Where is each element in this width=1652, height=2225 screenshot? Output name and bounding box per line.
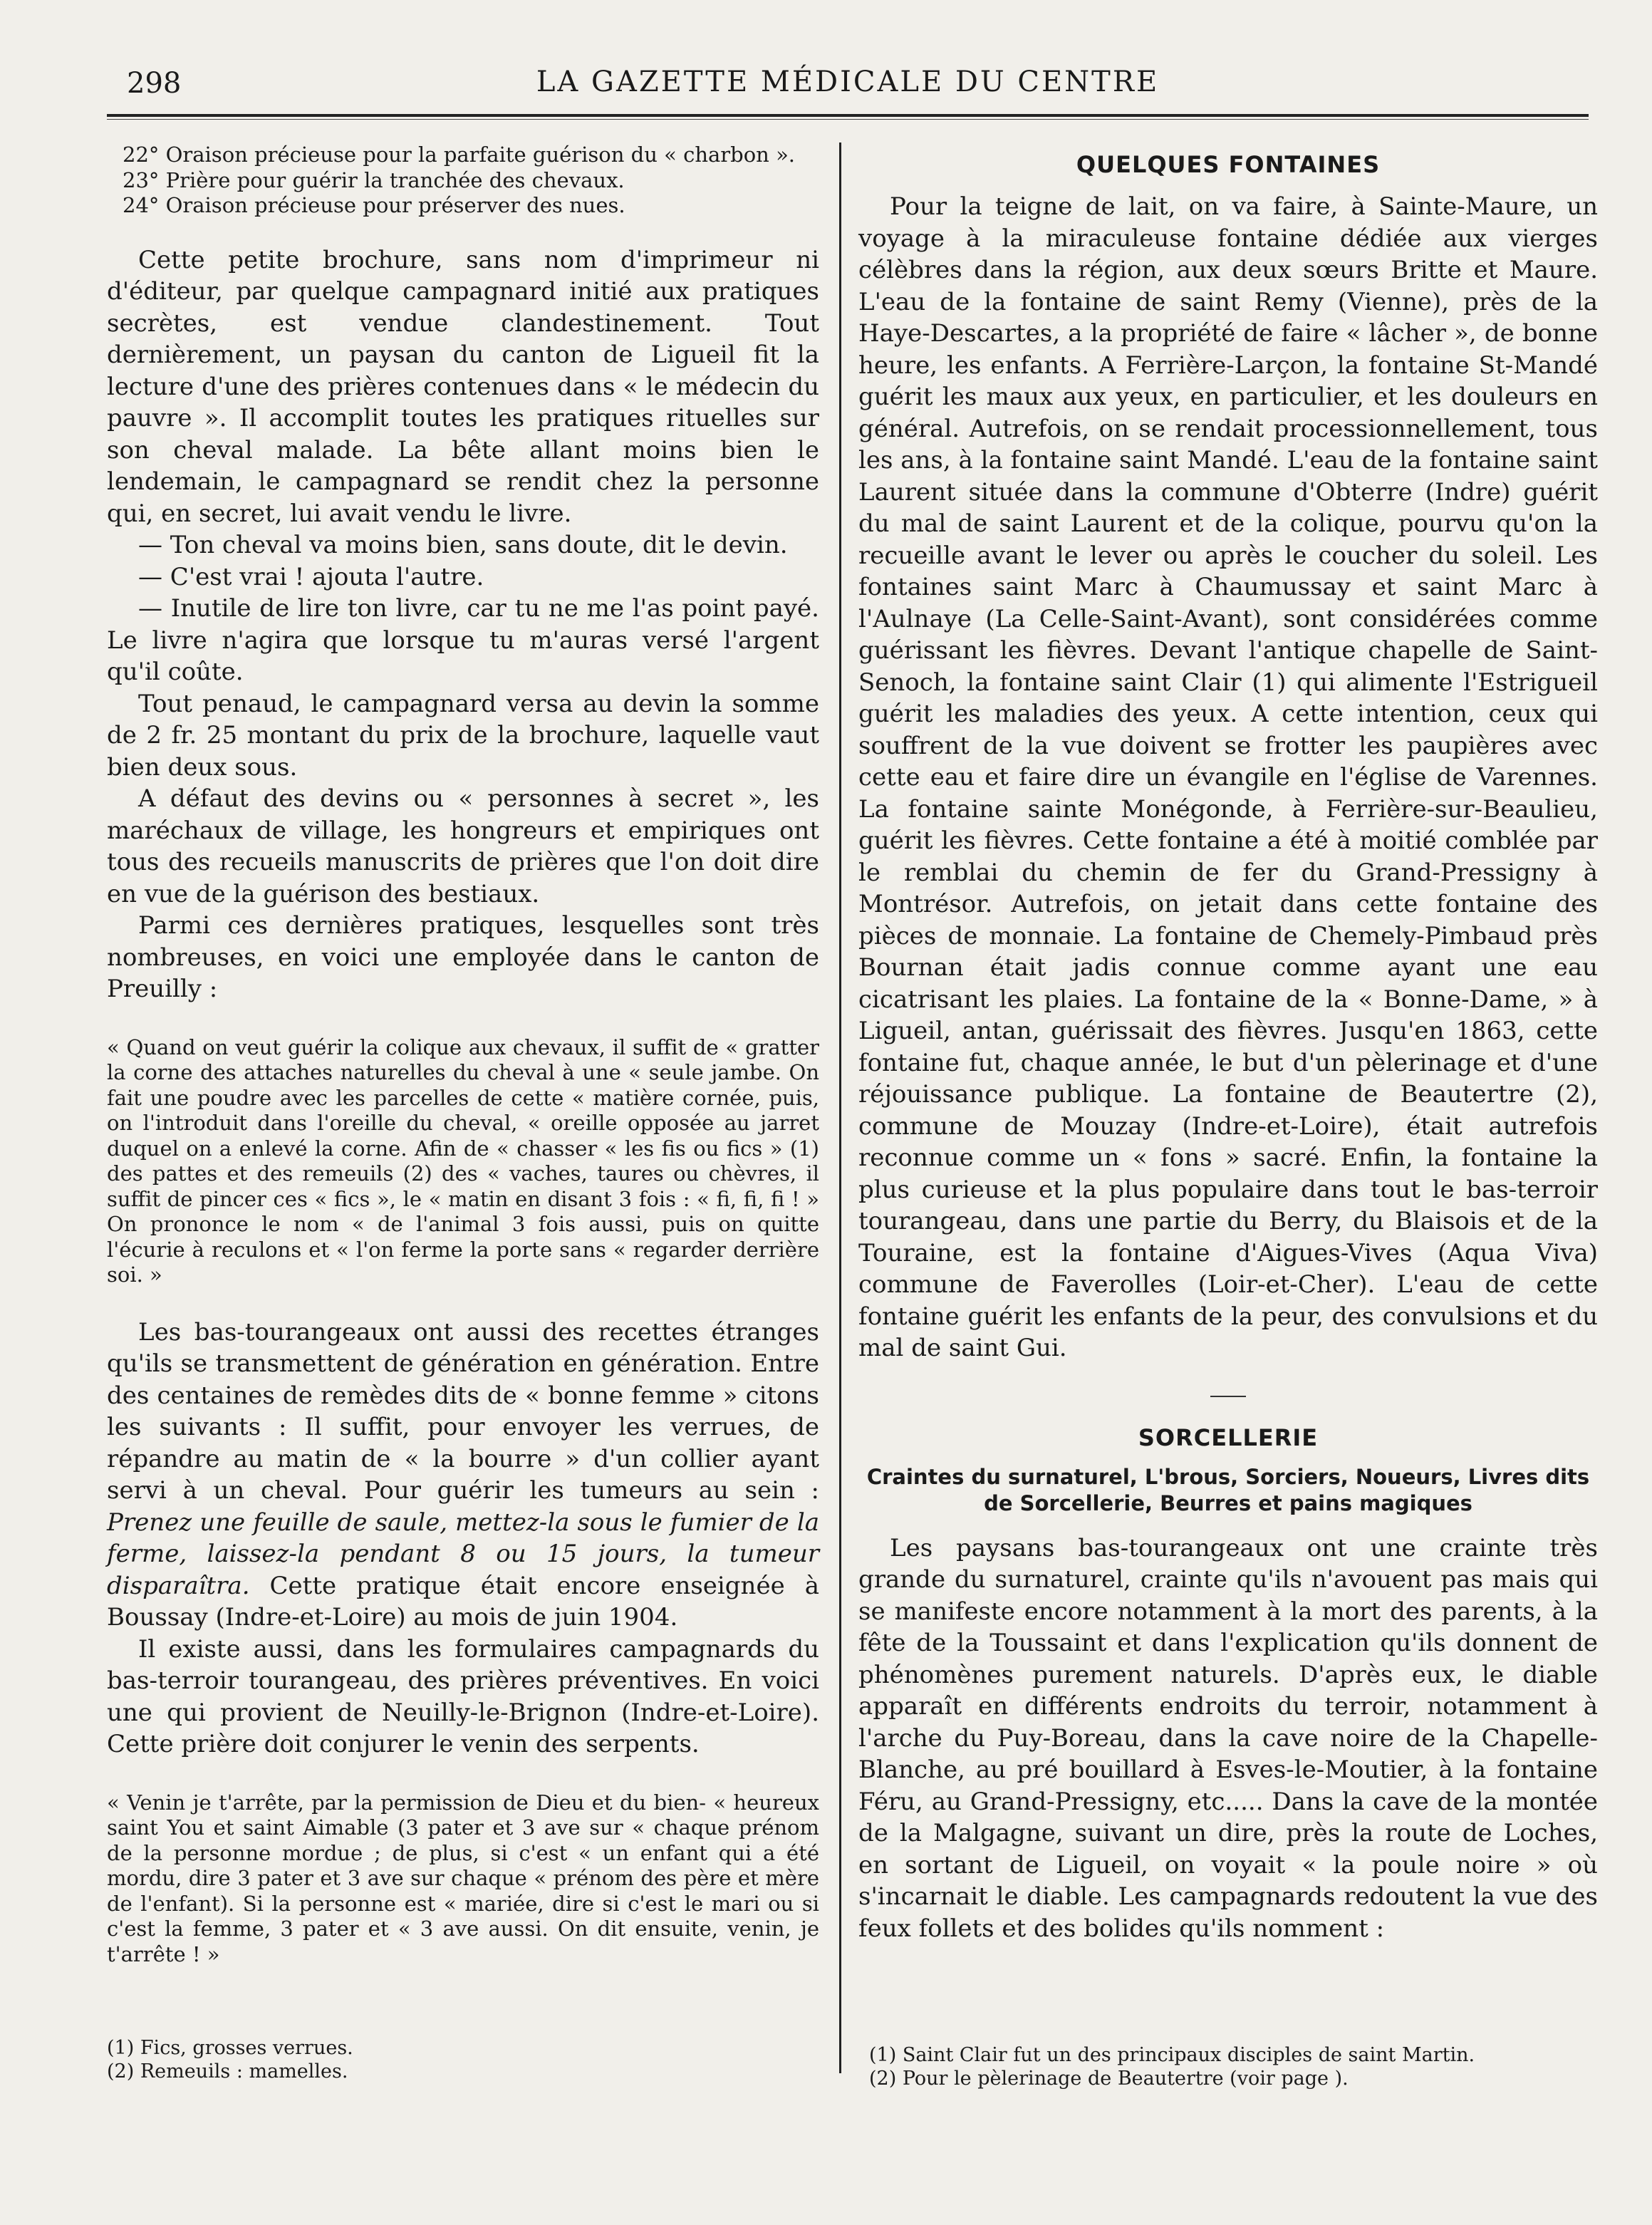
- section-subtitle: Craintes du surnaturel, L'brous, Sorciers, Noueurs, Livres dits de Sorcellerie, Beurres et pains magiques: [866, 1464, 1590, 1515]
- dialogue-line: — C'est vrai ! ajouta l'autre.: [138, 562, 484, 591]
- paragraph: Parmi ces dernières pratiques, lesquelles sont très nombreuses, en voici une employée dans le canton de Preuilly :: [107, 911, 819, 1003]
- journal-title: LA GAZETTE MÉDICALE DU CENTRE: [536, 66, 1160, 98]
- footnote: (2) Remeuils : mamelles.: [107, 2060, 348, 2083]
- spacer: [107, 219, 819, 244]
- quotation-text: « Quand on veut guérir la colique aux chevaux, il suffit de « gratter la corne des attaches naturelles du cheval à une « seule jambe. On fait une poudre avec les parcelles de cette « matière cornée, puis, on l'introduit dans l'oreille du cheval, « oreille opposée au jarret duquel on a enlevé la corne. Afin de « chasser « les fis ou fics » (1) des pattes et des remeuils (2) des « vaches, taures ou chèvres, il suffit de pincer ces « fics », le « matin en disant 3 fois : « fi, fi, fi ! » On prononce le nom « de l'animal 3 fois aussi, puis on quitte l'écurie à reculons et « l'on ferme la porte sans « regarder derrière soi. »: [107, 1034, 819, 1287]
- page-number: 298: [127, 67, 182, 100]
- footnotes-left: [107, 2036, 819, 2083]
- remedies-text: Les bas-tourangeaux ont aussi des recettes étranges qu'ils se transmettent de génération en génération. Entre des centaines de remèdes dits de « bonne femme » citons les suivants : Il suffit, pour envoyer les verrues, de répandre au matin de « la bourre » d'un collier ayant servi à un cheval. Pour guérir les tumeurs au sein :: [107, 1317, 819, 1505]
- running-header: [107, 63, 1589, 113]
- footnote: (1) Fics, grosses verrues.: [107, 2037, 353, 2059]
- paragraph: Il existe aussi, dans les formulaires campagnards du bas-terroir tourangeau, des prières préventives. En voici une qui provient de Neuilly-le-Brignon (Indre-et-Loire). Cette prière doit conjurer le venin des serpents.: [107, 1634, 819, 1758]
- quotation-venom: [107, 1790, 819, 1968]
- list-item: 22° Oraison précieuse pour la parfaite guérison du « charbon ».: [123, 142, 796, 167]
- quotation-text: « Venin je t'arrête, par la permission de Dieu et du bien- « heureux saint You et saint Aimable (3 pater et 3 ave sur « chaque prénom de la personne mordue ; de plus, si c'est « un enfant qui a été mordu, dire 3 pater et 3 ave sur chaque « prénom des père et mère de l'enfant). Si la personne est « mariée, dire si c'est le mari ou si c'est la femme, 3 pater et « 3 ave aussi. On dit ensuite, venin, je t'arrête ! »: [107, 1790, 819, 1966]
- footnote: (1) Saint Clair fut un des principaux disciples de saint Martin.: [869, 2044, 1475, 2066]
- paragraph: A défaut des devins ou « personnes à secret », les maréchaux de village, les hongreurs et empiriques ont tous des recueils manuscrits de prières que l'on doit dire en vue de la guérison des bestiaux.: [107, 784, 819, 908]
- remedy-italic: Prenez une feuille de saule, mettez-la sous le fumier de la ferme, laissez-la pendant 8 ou 15 jours, la tumeur disparaîtra.: [107, 1508, 819, 1600]
- dialogue-line: — Ton cheval va moins bien, sans doute, dit le devin.: [138, 531, 788, 559]
- column-divider: [839, 142, 841, 2073]
- section-title-sorcellerie: SORCELLERIE: [1138, 1423, 1319, 1451]
- right-column: [858, 142, 1598, 1944]
- section-separator: [1210, 1396, 1246, 1397]
- paragraph: Cette petite brochure, sans nom d'imprimeur ni d'éditeur, par quelque campagnard initié aux pratiques secrètes, est vendue clandestinement. Tout dernièrement, un paysan du canton de Ligueil fit la lecture d'une des prières contenues dans « le médecin du pauvre ». Il accomplit toutes les pratiques rituelles sur son cheval malade. La bête allant moins bien le lendemain, le campagnard se rendit chez la personne qui, en secret, lui avait vendu le livre.: [107, 245, 819, 528]
- paragraph: Tout penaud, le campagnard versa au devin la somme de 2 fr. 25 montant du prix de la brochure, laquelle vaut bien deux sous.: [107, 689, 819, 782]
- dialogue-line: — Inutile de lire ton livre, car tu ne me l'as point payé. Le livre n'agira que lorsque tu m'auras versé l'argent qu'il coûte.: [107, 594, 819, 686]
- left-column: [107, 142, 819, 1996]
- footnotes-right: [869, 2043, 1596, 2090]
- paragraph-fontaines: Pour la teigne de lait, on va faire, à Sainte-Maure, un voyage à la miraculeuse fontaine dédiée aux vierges célèbres dans la région, aux deux sœurs Britte et Maure. L'eau de la fontaine de saint Remy (Vienne), près de la Haye-Descartes, a la propriété de faire « lâcher », de bonne heure, les enfants. A Ferrière-Larçon, la fontaine St-Mandé guérit les maux aux yeux, en particulier, et les douleurs en général. Autrefois, on se rendait processionnellement, tous les ans, à la fontaine saint Mandé. L'eau de la fontaine saint Laurent située dans la commune d'Obterre (Indre) guérit du mal de saint Laurent et de la colique, pourvu qu'on la recueille avant le lever ou après le coucher du soleil. Les fontaines saint Marc à Chaumussay et saint Marc à l'Aulnaye (La Celle-Saint-Avant), sont considérées comme guérissant les fièvres. Devant l'antique chapelle de Saint-Senoch, la fontaine saint Clair (1) qui alimente l'Estrigueil guérit les maladies des yeux. A cette intention, ceux qui souffrent de la vue doivent se frotter les paupières avec cette eau et faire dire un évangile en l'église de Varennes. La fontaine sainte Monégonde, à Ferrière-sur-Beaulieu, guérit les fièvres. Cette fontaine a été à moitié comblée par le remblai du chemin de fer du Grand-Pressigny à Montrésor. Autrefois, on jetait dans cette fontaine des pièces de monnaie. La fontaine de Chemely-Pimbaud près Bournan était jadis connue comme ayant une eau cicatrisant les plaies. La fontaine de la « Bonne-Dame, » à Ligueil, antan, guérissait des fièvres. Jusqu'en 1863, cette fontaine fut, chaque année, le but d'un pèlerinage et d'une réjouissance publique. La fontaine de Beautertre (2), commune de Mouzay (Indre-et-Loire), était autrefois reconnue comme un « fons » sacré. Enfin, la fontaine la plus curieuse et la plus populaire dans tout le bas-terroir tourangeau, dans une partie du Berry, du Blaisois et de la Touraine, est la fontaine d'Aigues-Vives (Aqua Viva) commune de Faverolles (Loir-et-Cher). L'eau de cette fontaine guérit les enfants de la peur, des convulsions et du mal de saint Gui.: [858, 192, 1598, 1362]
- list-item: 24° Oraison précieuse pour préserver des nues.: [123, 193, 625, 217]
- quotation-colic: [107, 1035, 819, 1288]
- paragraph-remedies: [107, 1317, 819, 1634]
- remedies-text-end: Cette pratique était encore enseignée à Boussay (Indre-et-Loire) au mois de juin 1904.: [107, 1571, 819, 1632]
- header-rule: [107, 114, 1589, 120]
- footnote: (2) Pour le pèlerinage de Beautertre (voir page ).: [869, 2068, 1349, 2090]
- section-title-fontaines: QUELQUES FONTAINES: [1076, 151, 1381, 178]
- list-item: 23° Prière pour guérir la tranchée des chevaux.: [123, 167, 625, 192]
- paragraph-sorcellerie: Les paysans bas-tourangeaux ont une crainte très grande du surnaturel, crainte qu'ils n'avouent pas mais qui se manifeste encore notamment à la mort des parents, à la fête de la Toussaint et dans l'explication qu'ils donnent de phénomènes purement naturels. D'après eux, le diable apparaît en différents endroits du terroir, notamment à l'arche du Puy-Boreau, dans la cave noire de la Chapelle-Blanche, au pré bouillard à Esves-le-Moutier, à la fontaine Féru, au Grand-Pressigny, etc..... Dans la cave de la montée de la Malgagne, suivant un dire, près la route de Loches, en sortant de Ligueil, on voyait « la poule noire » où s'incarnait le diable. Les campagnards redoutent la vue des feux follets et des bolides qu'ils nomment :: [858, 1533, 1598, 1943]
